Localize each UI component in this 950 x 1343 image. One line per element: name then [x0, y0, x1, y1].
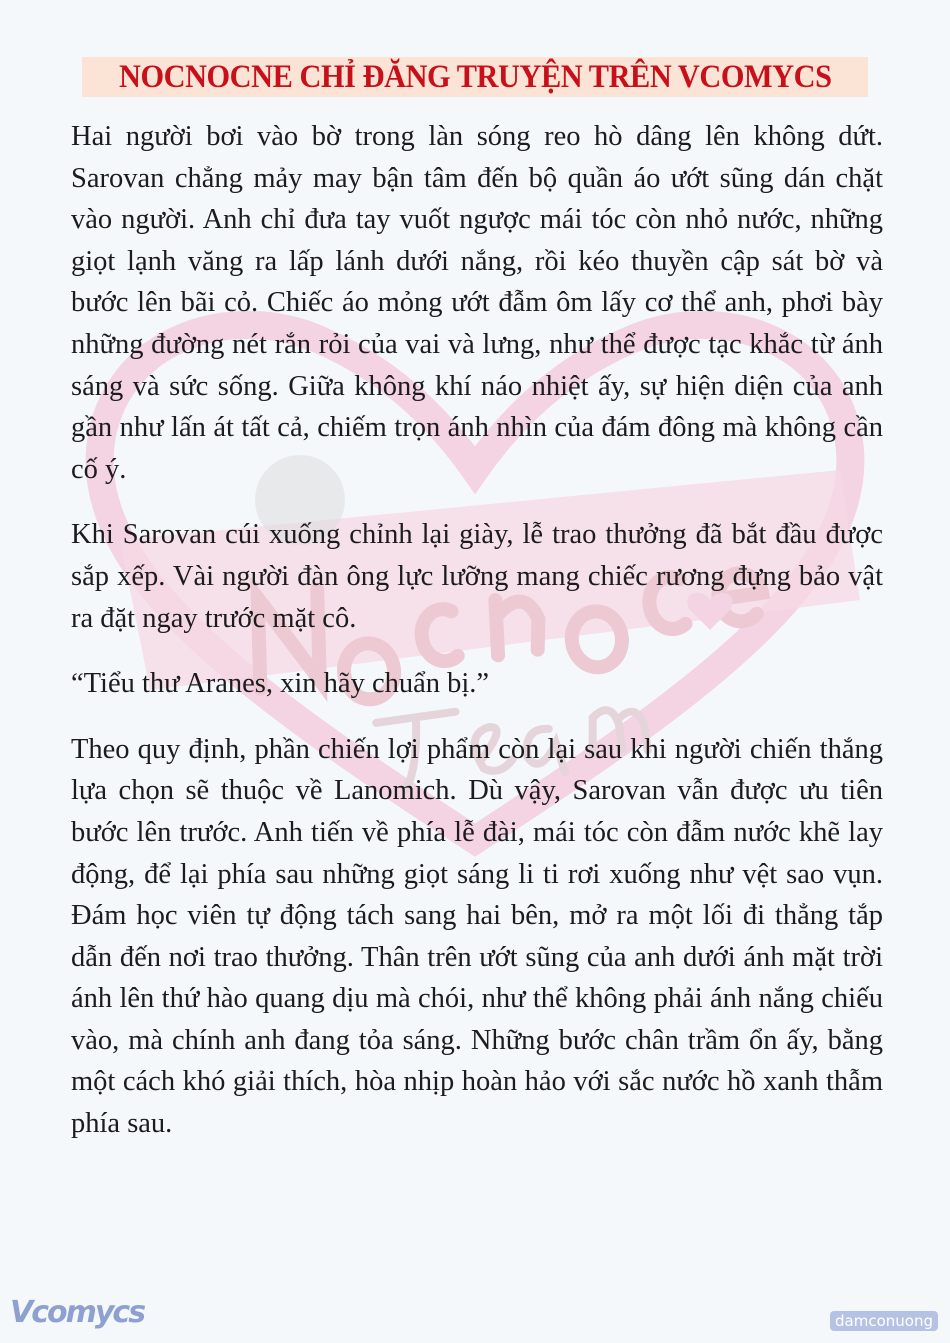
paragraph: Theo quy định, phần chiến lợi phẩm còn lại sau khi người chiến thắng lựa chọn sẽ thuộc về Lanomich. Dù vậy, Sarovan vẫn được ưu tiên bước lên trước. Anh tiến về phía lễ đài, mái tóc còn đẫm nước khẽ lay động, để lại phía sau những giọt sáng li ti rơi xuống như vệt sao vụn. Đám học viên tự động tách sang hai bên, mở ra một lối đi thẳng tắp dẫn đến nơi trao thưởng. Thân trên ướt sũng của anh dưới ánh mặt trời ánh lên thứ hào quang dịu mà chói, như thể không phải ánh nắng chiếu vào, mà chính anh đang tỏa sáng. Những bước chân trầm ổn ấy, bằng một cách khó giải thích, hòa nhịp hoàn hảo với sắc nước hồ xanh thẫm phía sau.	[71, 733, 883, 1140]
banner-text: NOCNOCNE CHỈ ĐĂNG TRUYỆN TRÊN VCOMYCS	[118, 58, 832, 95]
credit-label: damconuong	[830, 1311, 938, 1331]
paragraph: Hai người bơi vào bờ trong làn sóng reo hò dâng lên không dứt. Sarovan chẳng mảy may bận tâm đến bộ quần áo ướt sũng dán chặt vào người. Anh chỉ đưa tay vuốt ngược mái tóc còn nhỏ nước, những giọt lạnh văng ra lấp lánh dưới nắng, rồi kéo thuyền cập sát bờ và bước lên bãi cỏ. Chiếc áo mỏng ướt đẫm ôm lấy cơ thể anh, phơi bày những đường nét rắn rỏi của vai và lưng, như thể được tạc khắc từ ánh sáng và sức sống. Giữa không khí náo nhiệt ấy, sự hiện diện của anh gần như lấn át tất cả, chiếm trọn ánh nhìn của đám đông mà không cần cố ý.	[71, 121, 883, 485]
site-banner	[82, 57, 868, 97]
vcomycs-logo: Vcomycs	[10, 1295, 145, 1330]
paragraph: “Tiểu thư Aranes, xin hãy chuẩn bị.”	[71, 668, 490, 700]
paragraph: Khi Sarovan cúi xuống chỉnh lại giày, lễ trao thưởng đã bắt đầu được sắp xếp. Vài người đàn ông lực lưỡng mang chiếc rương đựng bảo vật ra đặt ngay trước mặt cô.	[71, 519, 883, 634]
chapter-text	[71, 116, 883, 1169]
